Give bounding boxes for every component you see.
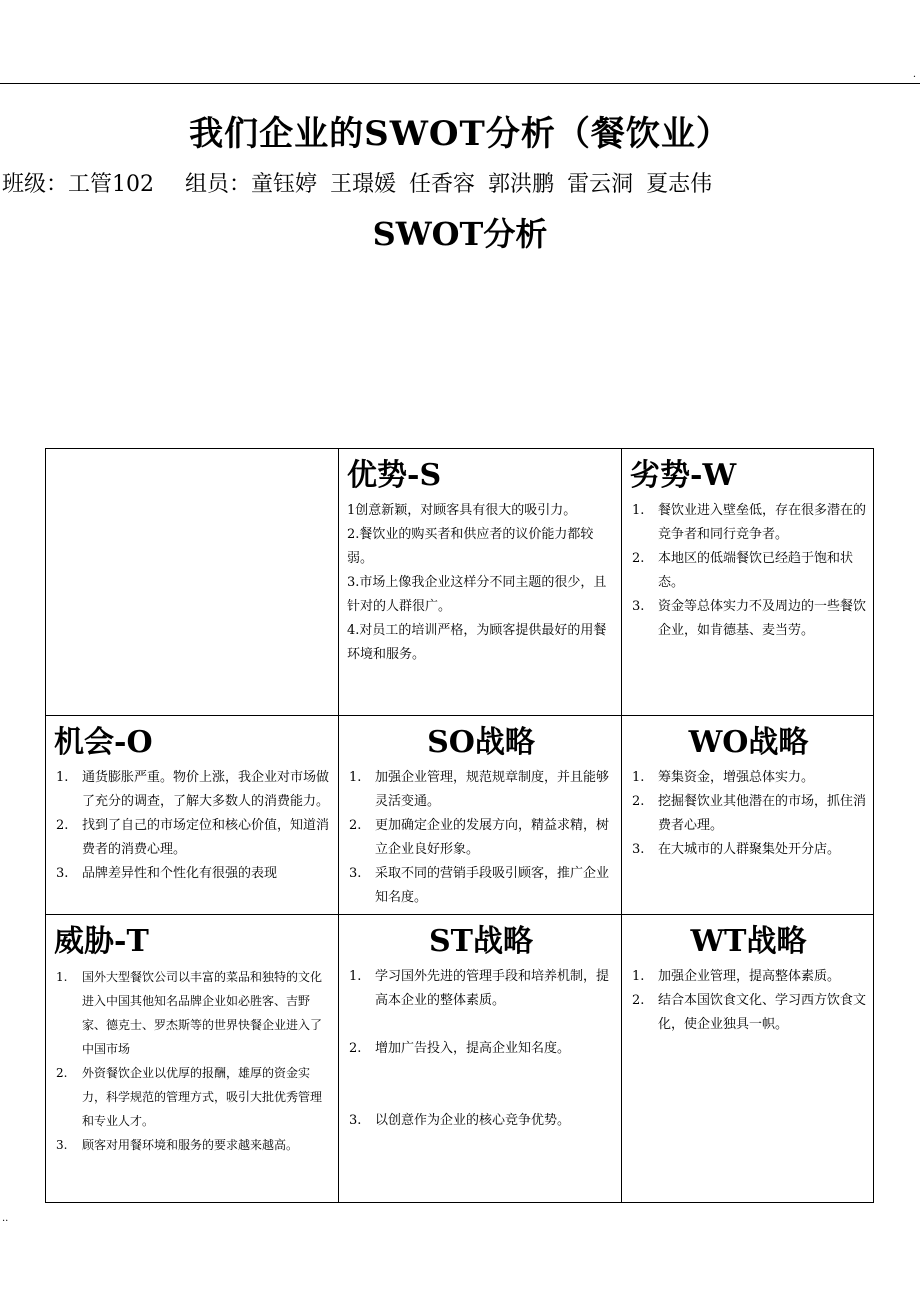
strengths-list (347, 499, 615, 667)
header-rule (0, 83, 920, 84)
threats-cell (46, 915, 339, 1203)
item-number: 3. (632, 599, 645, 614)
wt-strategy-list (630, 965, 867, 1037)
item-text: 以创意作为企业的核心竞争优势。 (375, 1113, 571, 1128)
item-number: 1. (349, 770, 362, 785)
corner-mark-top: . (912, 69, 916, 80)
list-item (347, 965, 615, 1013)
item-text: 顾客对用餐环境和服务的要求越来越高。 (82, 1138, 299, 1152)
item-text: 增加广告投入，提高企业知名度。 (375, 1041, 571, 1056)
member-name: 王璟媛 (330, 172, 397, 197)
item-number: 2. (56, 1066, 68, 1080)
list-item (347, 1037, 615, 1061)
opportunities-list (54, 766, 332, 886)
corner-mark-bottom: .. (2, 1213, 9, 1224)
list-spacer (347, 1085, 615, 1109)
list-item: 2.餐饮业的购买者和供应者的议价能力都较弱。 (347, 527, 594, 566)
list-item (630, 766, 867, 790)
item-number: 3. (632, 842, 645, 857)
member-name: 夏志伟 (646, 172, 713, 197)
so-strategy-cell (339, 716, 622, 915)
wo-strategy-cell (622, 716, 874, 915)
list-item (54, 1061, 332, 1133)
list-spacer (347, 1013, 615, 1037)
strengths-cell (339, 449, 622, 716)
list-item (630, 838, 867, 862)
item-number: 3. (349, 1113, 362, 1128)
item-number: 1. (56, 770, 69, 785)
list-item (630, 989, 867, 1037)
item-number: 3. (56, 1138, 68, 1152)
item-text: 资金等总体实力不及周边的一些餐饮企业，如肯德基、麦当劳。 (658, 599, 867, 638)
st-strategy-title: ST战略 (429, 924, 533, 959)
item-text: 挖掘餐饮业其他潜在的市场，抓住消费者心理。 (658, 794, 867, 833)
wt-strategy-title: WT战略 (690, 924, 807, 959)
opportunities-cell (46, 716, 339, 915)
list-item (54, 1133, 332, 1157)
item-number: 2. (349, 818, 362, 833)
item-text: 品牌差异性和个性化有很强的表现 (82, 866, 278, 881)
item-text: 筹集资金，增强总体实力。 (658, 770, 815, 785)
list-item (347, 1109, 615, 1133)
st-strategy-cell (339, 915, 622, 1203)
list-item (630, 790, 867, 838)
opportunities-title: 机会-O (54, 725, 153, 760)
wt-strategy-cell (622, 915, 874, 1203)
st-strategy-list (347, 965, 615, 1133)
swot-heading: SWOT分析 (372, 215, 548, 253)
list-item (54, 766, 332, 814)
item-number: 3. (349, 866, 362, 881)
list-item: 3.市场上像我企业这样分不同主题的很少，且针对的人群很广。 (347, 575, 607, 614)
weaknesses-list (630, 499, 867, 643)
item-text: 外资餐饮企业以优厚的报酬，雄厚的资金实力，科学规范的管理方式，吸引大批优秀管理和专业人才。 (82, 1066, 323, 1128)
threats-title: 威胁-T (54, 924, 149, 959)
document-title: 我们企业的SWOT分析（餐饮业） (189, 114, 731, 154)
empty-corner-cell (46, 449, 339, 716)
strengths-title: 优势-S (347, 458, 442, 493)
item-number: 1. (349, 969, 362, 984)
member-name: 雷云洞 (567, 172, 634, 197)
item-text: 加强企业管理，提高整体素质。 (658, 969, 841, 984)
list-item (347, 814, 615, 862)
list-item (347, 862, 615, 910)
item-number: 1. (632, 969, 645, 984)
item-number: 2. (632, 993, 645, 1008)
weaknesses-cell (622, 449, 874, 716)
list-item: 4.对员工的培训严格，为顾客提供最好的用餐环境和服务。 (347, 623, 607, 662)
item-number: 3. (56, 866, 69, 881)
item-text: 在大城市的人群聚集处开分店。 (658, 842, 841, 857)
item-text: 结合本国饮食文化、学习西方饮食文化，使企业独具一帜。 (658, 993, 867, 1032)
item-text: 采取不同的营销手段吸引顾客，推广企业知名度。 (375, 866, 610, 905)
swot-matrix (45, 448, 874, 1203)
member-name: 任香容 (409, 172, 476, 197)
class-label: 班级：工管102 (2, 172, 154, 197)
list-item (630, 499, 867, 547)
item-text: 国外大型餐饮公司以丰富的菜品和独特的文化进入中国其他知名品牌企业如必胜客、吉野家、德克士、罗杰斯等的世界快餐企业进入了中国市场 (82, 970, 323, 1056)
list-spacer (347, 1061, 615, 1085)
item-number: 1. (56, 970, 68, 984)
item-text: 本地区的低端餐饮已经趋于饱和状态。 (658, 551, 854, 590)
list-item (347, 766, 615, 814)
item-number: 1. (632, 503, 645, 518)
item-number: 1. (632, 770, 645, 785)
team-info (2, 168, 718, 202)
list-item (630, 595, 867, 643)
list-item: 1创意新颖，对顾客具有很大的吸引力。 (347, 503, 577, 518)
item-text: 通货膨胀严重。物价上涨，我企业对市场做了充分的调查，了解大多数人的消费能力。 (82, 770, 330, 809)
item-number: 2. (632, 551, 645, 566)
weaknesses-title: 劣势-W (630, 458, 737, 493)
so-strategy-title: SO战略 (427, 725, 535, 760)
list-item (630, 965, 867, 989)
member-name: 郭洪鹏 (488, 172, 555, 197)
so-strategy-list (347, 766, 615, 910)
item-number: 2. (349, 1041, 362, 1056)
item-number: 2. (632, 794, 645, 809)
threats-list (54, 965, 332, 1157)
item-text: 餐饮业进入壁垒低，存在很多潜在的竞争者和同行竞争者。 (658, 503, 867, 542)
list-item (54, 814, 332, 862)
item-text: 加强企业管理，规范规章制度，并且能够灵活变通。 (375, 770, 610, 809)
wo-strategy-title: WO战略 (688, 725, 809, 760)
item-text: 更加确定企业的发展方向，精益求精，树立企业良好形象。 (375, 818, 610, 857)
list-item (630, 547, 867, 595)
item-text: 找到了自己的市场定位和核心价值，知道消费者的消费心理。 (82, 818, 330, 857)
item-text: 学习国外先进的管理手段和培养机制，提高本企业的整体素质。 (375, 969, 610, 1008)
list-item (54, 862, 332, 886)
members-label: 组员：童钰婷 (185, 172, 318, 197)
wo-strategy-list (630, 766, 867, 862)
list-item (54, 965, 332, 1061)
item-number: 2. (56, 818, 69, 833)
